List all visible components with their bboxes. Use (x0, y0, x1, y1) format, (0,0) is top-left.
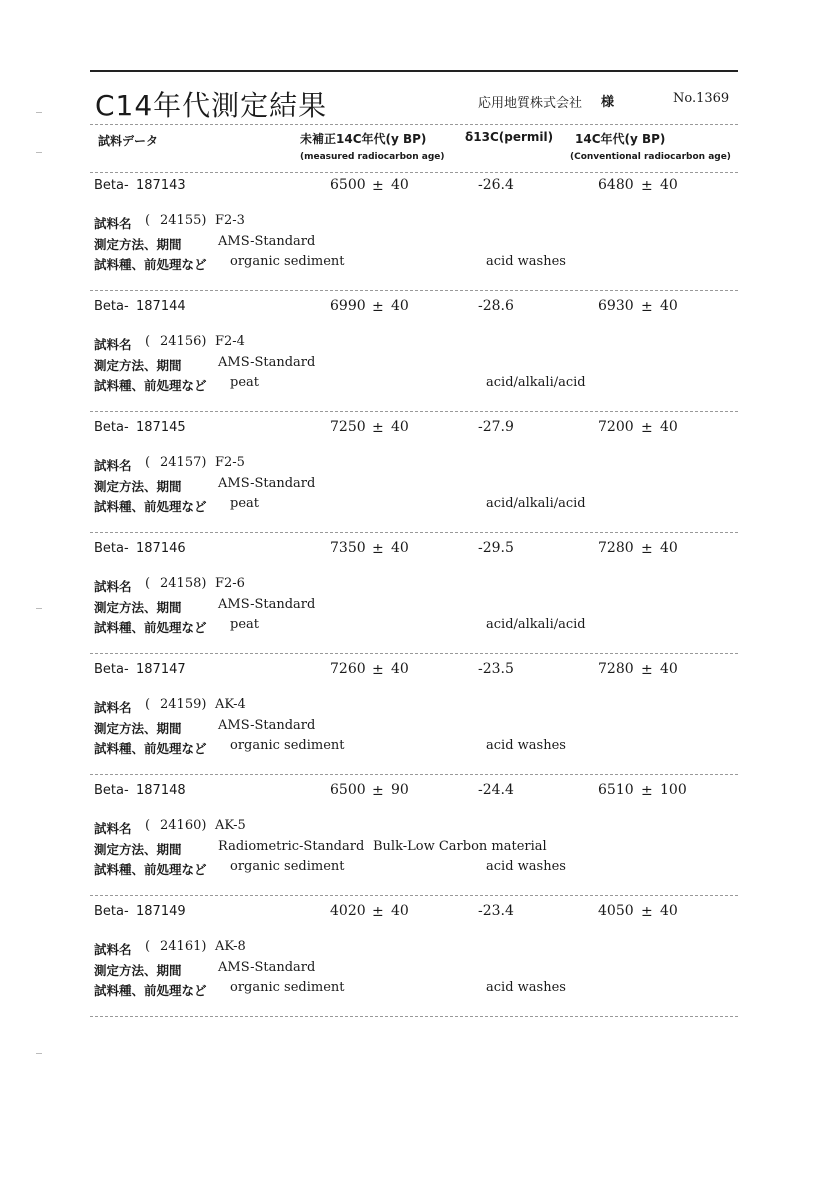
material-value: peat (230, 496, 259, 511)
plus-minus: ± (372, 662, 384, 678)
sample-id: F2-3 (215, 213, 245, 228)
conventional-age-error: 100 (660, 782, 687, 798)
beta-label: Beta- (94, 662, 129, 677)
pretreatment-label: 試料種、前処理など (94, 499, 207, 514)
sample-name-label: 試料名 (94, 700, 132, 715)
beta-number: 187143 (136, 178, 186, 193)
plus-minus: ± (641, 783, 653, 799)
plus-minus: ± (372, 178, 384, 194)
method-value: AMS-Standard (218, 355, 316, 370)
pretreatment-value: acid/alkali/acid (486, 617, 586, 632)
measured-age: 6500 (330, 177, 366, 193)
pretreatment-label: 試料種、前処理など (94, 741, 207, 756)
conventional-age-error: 40 (660, 661, 678, 677)
measured-age-error: 90 (391, 782, 409, 798)
measured-age: 6990 (330, 298, 366, 314)
top-rule (90, 70, 738, 72)
sample-number: 24160) (160, 818, 207, 833)
sample-name-label: 試料名 (94, 337, 132, 352)
record-divider (90, 774, 738, 775)
material-value: organic sediment (230, 738, 345, 753)
plus-minus: ± (641, 662, 653, 678)
sample-number: 24156) (160, 334, 207, 349)
beta-label: Beta- (94, 178, 129, 193)
page-title: C14年代測定結果 (95, 89, 328, 122)
beta-number: 187146 (136, 541, 186, 556)
sample-paren: ( (145, 455, 151, 470)
beta-label: Beta- (94, 299, 129, 314)
delta13c-value: -28.6 (478, 298, 514, 314)
measured-age: 7350 (330, 540, 366, 556)
column-sample-data: 試料データ (98, 134, 159, 148)
sample-paren: ( (145, 939, 151, 954)
measured-age-error: 40 (391, 540, 409, 556)
client-name: 応用地質株式会社 (478, 96, 583, 111)
method-label: 測定方法、期間 (94, 237, 182, 252)
plus-minus: ± (641, 541, 653, 557)
beta-number: 187145 (136, 420, 186, 435)
sample-paren: ( (145, 697, 151, 712)
material-value: peat (230, 375, 259, 390)
sample-name-label: 試料名 (94, 579, 132, 594)
sample-id: AK-4 (215, 697, 246, 712)
material-value: organic sediment (230, 254, 345, 269)
method-label: 測定方法、期間 (94, 963, 182, 978)
method-note: Bulk-Low Carbon material (373, 839, 547, 854)
plus-minus: ± (641, 420, 653, 436)
sample-id: AK-5 (215, 818, 246, 833)
measured-age: 7260 (330, 661, 366, 677)
plus-minus: ± (372, 299, 384, 315)
method-value: AMS-Standard (218, 718, 316, 733)
measured-age-error: 40 (391, 903, 409, 919)
delta13c-value: -29.5 (478, 540, 514, 556)
sample-paren: ( (145, 576, 151, 591)
measured-age-error: 40 (391, 419, 409, 435)
beta-label: Beta- (94, 541, 129, 556)
sample-name-label: 試料名 (94, 216, 132, 231)
scan-mark (36, 112, 42, 113)
conventional-age: 4050 (598, 903, 634, 919)
column-delta13c: δ13C(permil) (465, 130, 554, 144)
delta13c-value: -23.5 (478, 661, 514, 677)
sample-number: 24155) (160, 213, 207, 228)
sample-id: F2-5 (215, 455, 245, 470)
pretreatment-label: 試料種、前処理など (94, 378, 207, 393)
pretreatment-value: acid washes (486, 254, 566, 269)
sample-number: 24159) (160, 697, 207, 712)
plus-minus: ± (641, 904, 653, 920)
delta13c-value: -26.4 (478, 177, 514, 193)
scan-mark (36, 1053, 42, 1054)
scan-mark (36, 152, 42, 153)
method-value: AMS-Standard (218, 960, 316, 975)
column-measured-age: 未補正14C年代(y BP) (300, 132, 427, 146)
delta13c-value: -23.4 (478, 903, 514, 919)
header-bottom-rule (90, 172, 738, 173)
sample-paren: ( (145, 213, 151, 228)
pretreatment-value: acid/alkali/acid (486, 496, 586, 511)
beta-number: 187147 (136, 662, 186, 677)
sample-id: F2-6 (215, 576, 245, 591)
method-label: 測定方法、期間 (94, 358, 182, 373)
conventional-age: 6930 (598, 298, 634, 314)
material-value: peat (230, 617, 259, 632)
sample-name-label: 試料名 (94, 458, 132, 473)
sample-name-label: 試料名 (94, 942, 132, 957)
beta-number: 187149 (136, 904, 186, 919)
beta-label: Beta- (94, 904, 129, 919)
measured-age-error: 40 (391, 298, 409, 314)
measured-age-error: 40 (391, 661, 409, 677)
pretreatment-label: 試料種、前処理など (94, 620, 207, 635)
conventional-age: 7280 (598, 661, 634, 677)
conventional-age-error: 40 (660, 540, 678, 556)
conventional-age-error: 40 (660, 177, 678, 193)
delta13c-value: -24.4 (478, 782, 514, 798)
method-label: 測定方法、期間 (94, 479, 182, 494)
sample-paren: ( (145, 334, 151, 349)
method-value: AMS-Standard (218, 476, 316, 491)
method-value: Radiometric-Standard (218, 839, 365, 854)
plus-minus: ± (372, 541, 384, 557)
document-number: No.1369 (673, 91, 730, 106)
conventional-age-error: 40 (660, 298, 678, 314)
delta13c-value: -27.9 (478, 419, 514, 435)
sample-id: AK-8 (215, 939, 246, 954)
pretreatment-value: acid washes (486, 980, 566, 995)
measured-age: 4020 (330, 903, 366, 919)
conventional-age-error: 40 (660, 903, 678, 919)
plus-minus: ± (641, 299, 653, 315)
scan-mark (36, 608, 42, 609)
sample-id: F2-4 (215, 334, 245, 349)
beta-number: 187144 (136, 299, 186, 314)
method-label: 測定方法、期間 (94, 842, 182, 857)
method-value: AMS-Standard (218, 234, 316, 249)
record-divider (90, 411, 738, 412)
column-conventional-age-sub: (Conventional radiocarbon age) (570, 152, 731, 162)
measured-age-error: 40 (391, 177, 409, 193)
plus-minus: ± (372, 420, 384, 436)
sample-name-label: 試料名 (94, 821, 132, 836)
material-value: organic sediment (230, 980, 345, 995)
record-divider (90, 653, 738, 654)
column-conventional-age: 14C年代(y BP) (575, 132, 666, 146)
record-divider (90, 532, 738, 533)
method-value: AMS-Standard (218, 597, 316, 612)
conventional-age-error: 40 (660, 419, 678, 435)
method-label: 測定方法、期間 (94, 600, 182, 615)
pretreatment-label: 試料種、前処理など (94, 983, 207, 998)
pretreatment-label: 試料種、前処理など (94, 862, 207, 877)
honorific: 様 (601, 95, 615, 110)
record-divider (90, 1016, 738, 1017)
measured-age: 7250 (330, 419, 366, 435)
header-rule (90, 124, 738, 125)
conventional-age: 7280 (598, 540, 634, 556)
sample-paren: ( (145, 818, 151, 833)
sample-number: 24157) (160, 455, 207, 470)
sample-number: 24158) (160, 576, 207, 591)
plus-minus: ± (641, 178, 653, 194)
beta-label: Beta- (94, 420, 129, 435)
beta-label: Beta- (94, 783, 129, 798)
pretreatment-value: acid washes (486, 859, 566, 874)
column-measured-age-sub: (measured radiocarbon age) (300, 152, 445, 162)
conventional-age: 6510 (598, 782, 634, 798)
beta-number: 187148 (136, 783, 186, 798)
record-divider (90, 895, 738, 896)
pretreatment-value: acid washes (486, 738, 566, 753)
measured-age: 6500 (330, 782, 366, 798)
plus-minus: ± (372, 783, 384, 799)
pretreatment-value: acid/alkali/acid (486, 375, 586, 390)
conventional-age: 7200 (598, 419, 634, 435)
method-label: 測定方法、期間 (94, 721, 182, 736)
sample-number: 24161) (160, 939, 207, 954)
material-value: organic sediment (230, 859, 345, 874)
plus-minus: ± (372, 904, 384, 920)
record-divider (90, 290, 738, 291)
conventional-age: 6480 (598, 177, 634, 193)
pretreatment-label: 試料種、前処理など (94, 257, 207, 272)
